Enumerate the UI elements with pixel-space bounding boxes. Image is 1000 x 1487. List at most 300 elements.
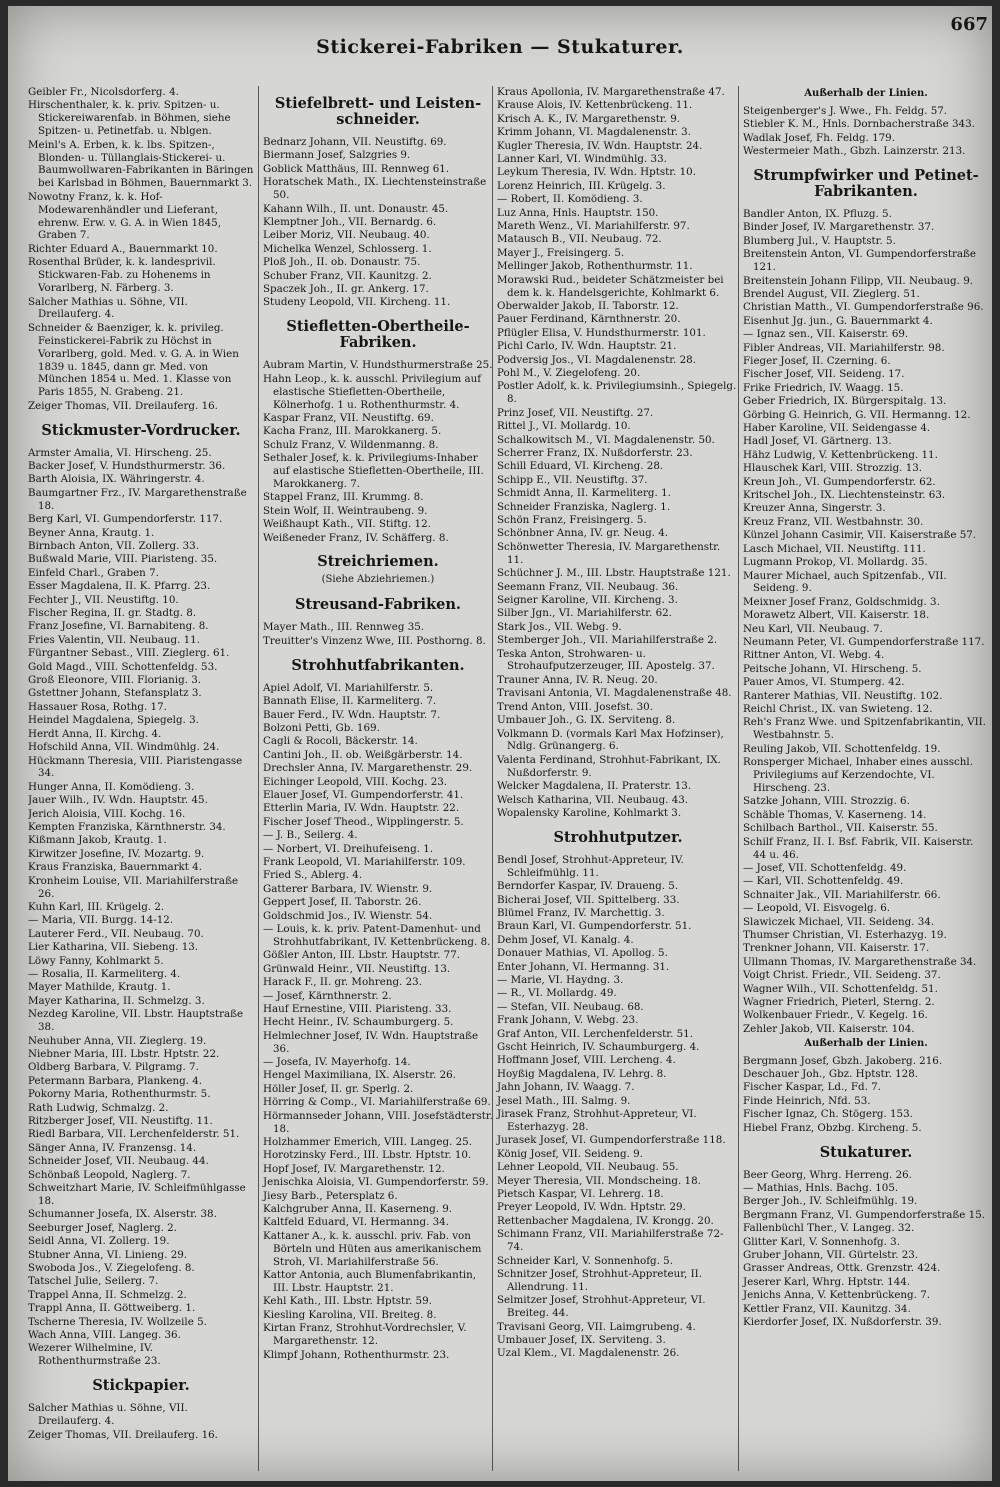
page-header — [8, 14, 992, 76]
directory-entry: Harack F., II. gr. Mohreng. 23. — [263, 976, 422, 989]
directory-entry: Mareth Wenz., VI. Mariahilferstr. 97. — [497, 220, 690, 233]
directory-entry: Meinl's A. Erben, k. k. lbs. Spitzen-, Blonden- u. Tüllanglais-Stickerei- u. Baumwollwaren-Fabrikanten in Bäringen bei Karlsbad in Böhmen, Bauernmarkt 3. — [28, 138, 254, 190]
directory-entry: Jenischka Aloisia, VI. Gumpendorferstr. 59. — [263, 1176, 489, 1189]
directory-entry: Schipp E., VII. Neustiftg. 37. — [497, 473, 648, 486]
directory-entry: Drechsler Anna, IV. Margarethenstr. 29. — [263, 762, 473, 775]
directory-entry: Schalkowitsch M., VI. Magdalenenstr. 50. — [497, 433, 715, 446]
directory-entry: Nezdeg Karoline, VII. Lbstr. Hauptstraße 38. — [28, 1008, 244, 1034]
directory-entry: Lauterer Ferd., VII. Neubaug. 70. — [28, 927, 204, 940]
directory-entry: Rettenbacher Magdalena, IV. Krongg. 20. — [497, 1214, 714, 1227]
directory-entry: Leykum Theresia, IV. Wdn. Hptstr. 10. — [497, 166, 696, 179]
stiefelbrett-entries — [263, 136, 493, 309]
directory-entry: Berndorfer Kaspar, IV. Draueng. 5. — [497, 880, 679, 893]
stiefletten-entries — [263, 359, 493, 544]
directory-entry: Lanner Karl, VI. Windmühlg. 33. — [497, 153, 667, 166]
directory-entry: Kreuzer Anna, Singerstr. 3. — [743, 502, 886, 515]
directory-entry: Seigner Karoline, VII. Kircheng. 3. — [497, 593, 678, 606]
directory-entry: Goblick Matthäus, III. Rennweg 61. — [263, 162, 450, 175]
section-title-streusand: Streusand-Fabriken. — [295, 596, 461, 614]
directory-entry: Hofschild Anna, VII. Windmühlg. 24. — [28, 741, 220, 754]
directory-entry: — Stefan, VII. Neubaug. 68. — [497, 1000, 644, 1013]
directory-entry: Breitenstein Anton, VI. Gumpendorferstraße 121. — [743, 248, 977, 274]
directory-entry: Stappel Franz, III. Krummg. 8. — [263, 491, 424, 504]
directory-entry: Bußwald Marie, VIII. Piaristeng. 35. — [28, 553, 218, 566]
directory-entry: Hopf Josef, IV. Margarethenstr. 12. — [263, 1162, 445, 1175]
directory-entry: Richter Eduard A., Bauernmarkt 10. — [28, 242, 218, 255]
stickpapier-entries — [28, 1402, 254, 1441]
directory-entry: Cantini Joh., II. ob. Weißgärberstr. 14. — [263, 748, 463, 761]
section-title-stiefelbrett: Stiefelbrett- und Leisten-schneider. — [274, 95, 482, 128]
directory-entry: Bannath Elise, II. Karmeliterg. 7. — [263, 695, 437, 708]
directory-entry: Stein Wolf, II. Weintraubeng. 9. — [263, 504, 428, 517]
directory-entry: Wagner Friedrich, Pieterl, Sterng. 2. — [743, 996, 935, 1008]
directory-entry: Schön Franz, Freisingerg. 5. — [497, 514, 647, 526]
directory-entry: Ullmann Thomas, IV. Margarethenstraße 34. — [743, 955, 977, 968]
directory-entry: Volkmann D. (vormals Karl Max Hofzinser), Ndlg. Grünangerg. 6. — [497, 727, 724, 753]
directory-entry: Ritzberger Josef, VII. Neustiftg. 11. — [28, 1114, 213, 1127]
outside-lines-note-top: Außerhalb der Linien. — [804, 88, 928, 99]
directory-entry: Pauer Ferdinand, Kärnthnerstr. 20. — [497, 313, 681, 326]
directory-entry: Kritschel Joh., IX. Liechtensteinstr. 63. — [743, 489, 946, 502]
directory-entry: Ronsperger Michael, Inhaber eines ausschl. Privilegiums auf Kerzendochte, VI. Hirscheng. 23. — [743, 756, 973, 794]
directory-entry: Wezerer Wilhelmine, IV. Rothenthurmstraße 23. — [28, 1342, 161, 1368]
directory-entry: Schneider Franziska, Naglerg. 1. — [497, 500, 671, 513]
directory-entry: Michelka Wenzel, Schlosserg. 1. — [263, 242, 432, 255]
directory-entry: Biermann Josef, Salzgries 9. — [263, 149, 411, 162]
directory-entry: Zehler Jakob, VII. Kaiserstr. 104. — [743, 1022, 915, 1035]
directory-entry: Grünwald Heinr., VII. Neustiftg. 13. — [263, 962, 451, 975]
outside-lines-note: Außerhalb der Linien. — [804, 1037, 928, 1049]
directory-entry: — Rosalia, II. Karmeliterg. 4. — [28, 968, 181, 980]
directory-entry: Backer Josef, V. Hundsthurmerstr. 36. — [28, 460, 226, 473]
directory-entry: Kehl Kath., III. Lbstr. Hptstr. 59. — [263, 1295, 432, 1308]
directory-entry: Treuitter's Vinzenz Wwe, III. Posthorng. 8. — [263, 634, 486, 647]
directory-entry: Geibler Fr., Nicolsdorferg. 4. — [28, 86, 179, 98]
directory-entry: — Marie, VI. Haydng. 3. — [497, 974, 624, 986]
directory-entry: Kaspar Franz, VII. Neustiftg. 69. — [263, 411, 434, 424]
directory-entry: Lugmann Prokop, VI. Mollardg. 35. — [743, 556, 928, 569]
directory-entry: Morawski Rud., beideter Schätzmeister bei dem k. k. Handelsgerichte, Kohlmarkt 6. — [497, 273, 724, 299]
directory-entry: Swoboda Jos., V. Ziegelofeng. 8. — [28, 1261, 195, 1274]
directory-entry: Gscht Heinrich, IV. Schaumburgerg. 4. — [497, 1041, 700, 1054]
directory-entry: Mayer Math., III. Rennweg 35. — [263, 621, 425, 634]
directory-entry: Wolkenbauer Friedr., V. Kegelg. 16. — [743, 1009, 928, 1022]
directory-entry: Bicherai Josef, VII. Spittelberg. 33. — [497, 893, 680, 906]
directory-entry: Schilbach Barthol., VII. Kaiserstr. 55. — [743, 822, 938, 835]
directory-entry: — R., VI. Mollardg. 49. — [497, 987, 617, 1000]
directory-entry: Fallenbüchl Ther., V. Langeg. 32. — [743, 1222, 915, 1235]
directory-entry: Pflügler Elisa, V. Hundsthurmerstr. 101. — [497, 326, 706, 339]
directory-entry: Wagner Wilh., VII. Schottenfeldg. 51. — [743, 982, 938, 995]
directory-entry: — J. B., Seilerg. 4. — [263, 829, 358, 842]
directory-entry: Prinz Josef, VII. Neustiftg. 27. — [497, 406, 654, 419]
directory-entry: Etterlin Maria, IV. Wdn. Hauptstr. 22. — [263, 802, 460, 815]
directory-entry: Trappel Anna, II. Schmelzg. 2. — [28, 1288, 187, 1301]
outside-lines-entries — [743, 1055, 989, 1135]
section-title-stickmuster: Stickmuster-Vordrucker. — [41, 421, 241, 439]
directory-entry: Schumanner Josefa, IX. Alserstr. 38. — [28, 1208, 217, 1221]
directory-entry: Gatterer Barbara, IV. Wienstr. 9. — [263, 882, 433, 895]
directory-entry: Schneider Josef, VII. Neubaug. 44. — [28, 1155, 209, 1168]
directory-entry: Hecht Heinr., IV. Schaumburgerg. 5. — [263, 1016, 454, 1029]
directory-entry: Schönbner Anna, IV. gr. Neug. 4. — [497, 527, 669, 540]
directory-entry: Seidl Anna, VI. Zollerg. 19. — [28, 1235, 170, 1248]
directory-entry: Kronheim Louise, VII. Mariahilferstraße 26. — [28, 874, 239, 900]
directory-entry: Studeny Leopold, VII. Kircheng. 11. — [263, 296, 451, 309]
directory-entry: Schmidt Anna, II. Karmeliterg. 1. — [497, 487, 671, 500]
directory-entry: Finde Heinrich, Nfd. 53. — [743, 1094, 871, 1107]
directory-entry: Krimm Johann, VI. Magdalenenstr. 3. — [497, 126, 691, 139]
directory-entry: Mellinger Jakob, Rothenthurmstr. 11. — [497, 260, 693, 273]
directory-entry: — Maria, VII. Burgg. 14-12. — [28, 914, 174, 927]
directory-entry: Schneider & Baenziger, k. k. privileg. Feinstickerei-Fabrik zu Höchst in Vorarlberg, gold. Med. v. G. A. in Wien 1839 u. 1845, dann gr. Med. von München 1854 u. Med. 1. Klasse von Paris 1855, N. Grabeng. 21. — [28, 321, 239, 399]
directory-entry: Trauner Anna, IV. R. Neug. 20. — [497, 673, 658, 686]
directory-entry: Hadl Josef, VI. Gärtnerg. 13. — [743, 435, 892, 448]
directory-entry: Luz Anna, Hnls. Hauptstr. 150. — [497, 206, 659, 219]
directory-entry: Binder Josef, IV. Margarethenstr. 37. — [743, 221, 935, 234]
directory-entry: Schüchner J. M., III. Lbstr. Hauptstraße 121. — [497, 567, 731, 580]
directory-entry: Haber Karoline, VII. Seidengasse 4. — [743, 422, 931, 435]
directory-entry: Enter Johann, VI. Hermanng. 31. — [497, 960, 670, 973]
directory-entry: Hirschenthaler, k. k. priv. Spitzen- u. Stickereiwarenfab. in Böhmen, siehe Spitzen- u. Petinetfab. u. Nblgen. — [28, 99, 231, 138]
directory-entry: Umbauer Josef, IX. Serviteng. 3. — [497, 1333, 666, 1346]
directory-entry: Cagli & Rocoli, Bäckerstr. 14. — [263, 735, 418, 748]
page-number: 667 — [950, 14, 988, 35]
directory-entry: Beer Georg, Whrg. Herreng. 26. — [743, 1168, 912, 1181]
directory-entry: Geber Friedrich, IX. Bürgerspitalg. 13. — [743, 395, 947, 408]
directory-entry: Schönwetter Theresia, IV. Margarethenstr. 11. — [497, 540, 721, 566]
running-title: Stickerei-Fabriken — Stukaturer. — [316, 36, 684, 58]
directory-entry: Deschauer Joh., Gbz. Hptstr. 128. — [743, 1068, 919, 1081]
directory-entry: Glitter Karl, V. Sonnenhofg. 3. — [743, 1235, 900, 1248]
directory-entry: Fürgantner Sebast., VIII. Zieglerg. 61. — [28, 647, 230, 660]
directory-entry: Groß Eleonore, VIII. Florianig. 3. — [28, 674, 202, 687]
directory-entry: Uzal Klem., VI. Magdalenenstr. 26. — [497, 1347, 680, 1360]
directory-entry: Seeburger Josef, Naglerg. 2. — [28, 1221, 177, 1234]
directory-entry: — Karl, VII. Schottenfeldg. 49. — [743, 875, 904, 888]
directory-entry: Bergmann Franz, VI. Gumpendorferstraße 15. — [743, 1208, 986, 1221]
directory-entry: Elauer Josef, VI. Gumpendorferstr. 41. — [263, 788, 464, 801]
directory-entry: Helmlechner Josef, IV. Wdn. Hauptstraße 36. — [263, 1029, 479, 1055]
directory-entry: Bednarz Johann, VII. Neustiftg. 69. — [263, 136, 447, 148]
directory-entry: Braun Karl, VI. Gumpendorferstr. 51. — [497, 920, 692, 933]
directory-entry: Kierdorfer Josef, IX. Nußdorferstr. 39. — [743, 1316, 942, 1329]
directory-entry: Schnaiter Jak., VII. Mariahilferstr. 66. — [743, 888, 941, 901]
directory-entry: Horatschek Math., IX. Liechtensteinstraße 50. — [263, 176, 487, 202]
directory-entry: Franz Josefine, VI. Barnabiteng. 8. — [28, 620, 209, 633]
directory-entry: Fischer Ignaz, Ch. Stögerg. 153. — [743, 1108, 913, 1121]
directory-entry: Pokorny Maria, Rothenthurmstr. 5. — [28, 1088, 211, 1101]
strohhutfabrikanten-entries — [263, 682, 493, 1362]
directory-entry: Meyer Theresia, VII. Mondscheing. 18. — [497, 1174, 701, 1187]
directory-entry: Hlauschek Karl, VIII. Strozzig. 13. — [743, 462, 923, 475]
directory-entry: Kraus Apollonia, IV. Margarethenstraße 47. — [497, 86, 725, 98]
directory-entry: Podversig Jos., VI. Magdalenenstr. 28. — [497, 353, 696, 366]
directory-entry: Horotzinsky Ferd., III. Lbstr. Hptstr. 10. — [263, 1149, 472, 1162]
directory-entry: Stubner Anna, VI. Linieng. 29. — [28, 1248, 188, 1261]
directory-entry: Barth Aloisia, IX. Währingerstr. 4. — [28, 473, 205, 486]
directory-entry: Rittner Anton, VI. Webg. 4. — [743, 649, 885, 662]
directory-entry: Rath Ludwig, Schmalzg. 2. — [28, 1101, 169, 1114]
directory-entry: Spaczek Joh., II. gr. Ankerg. 17. — [263, 282, 429, 295]
directory-entry: Schulz Franz, V. Wildenmanng. 8. — [263, 438, 439, 451]
directory-entry: Brendel August, VII. Zieglerg. 51. — [743, 287, 920, 300]
directory-entry: Morawetz Albert, VII. Kaiserstr. 18. — [743, 609, 930, 622]
section-title-streichriemen: Streichriemen. — [317, 553, 439, 571]
directory-entry: Bolzoni Petti, Gb. 169. — [263, 721, 380, 734]
directory-entry: Mayer J., Freisingerg. 5. — [497, 246, 625, 259]
section-title-strumpfwirker: Strumpfwirker und Petinet-Fabrikanten. — [753, 167, 979, 201]
section-title-stickpapier: Stickpapier. — [92, 1377, 190, 1395]
stickerei-entries — [28, 86, 254, 413]
directory-entry: Satzke Johann, VIII. Strozzig. 6. — [743, 795, 910, 808]
directory-entry: Neuhuber Anna, VII. Zieglerg. 19. — [28, 1034, 207, 1047]
directory-entry: Eichinger Leopold, VIII. Kochg. 23. — [263, 775, 448, 788]
directory-entry: Donauer Mathias, VI. Apollog. 5. — [497, 947, 668, 960]
directory-entry: Kreuz Franz, VII. Westbahnstr. 30. — [743, 515, 924, 528]
directory-entry: Schweitzhart Marie, IV. Schleifmühlgasse 18. — [28, 1182, 246, 1207]
directory-entry: Apiel Adolf, VI. Mariahilferstr. 5. — [263, 681, 434, 694]
directory-entry: Umbauer Joh., G. IX. Serviteng. 8. — [497, 714, 676, 727]
directory-entry: Voigt Christ. Friedr., VII. Seideng. 37. — [743, 969, 941, 982]
directory-entry: Selmitzer Josef, Strohhut-Appreteur, VI. Breiteg. 44. — [497, 1294, 706, 1320]
directory-entry: Rosenthal Brüder, k. k. landesprivil. Stickwaren-Fab. zu Hohenems in Vorarlberg, N. Färberg. 3. — [28, 256, 216, 295]
directory-entry: Hauf Ernestine, VIII. Piaristeng. 33. — [263, 1002, 452, 1015]
directory-entry: Sänger Anna, IV. Franzensg. 14. — [28, 1141, 197, 1154]
section-title-strohhutputzer: Strohhutputzer. — [553, 828, 683, 846]
directory-entry: Stiebler K. M., Hnls. Dornbacherstraße 343. — [743, 118, 975, 131]
directory-entry: Schuber Franz, VII. Kaunitzg. 2. — [263, 269, 432, 282]
directory-page — [8, 6, 992, 1481]
directory-entry: Kattor Antonia, auch Blumenfabrikantin, III. Lbstr. Hauptstr. 21. — [263, 1269, 477, 1294]
directory-entry: Tatschel Julie, Seilerg. 7. — [28, 1275, 159, 1288]
strohhutputzer-entries — [497, 854, 739, 1360]
column-2 — [258, 86, 493, 1471]
directory-entry: Riedl Barbara, VII. Lerchenfelderstr. 51. — [28, 1128, 240, 1141]
directory-entry: Weißhaupt Kath., VII. Stiftg. 12. — [263, 518, 431, 531]
directory-entry: Ranterer Mathias, VII. Neustiftg. 102. — [743, 689, 943, 702]
streichriemen-note: (Siehe Abziehriemen.) — [321, 574, 435, 586]
directory-entry: Geppert Josef, II. Taborstr. 26. — [263, 896, 422, 909]
directory-entry: Lehner Leopold, VII. Neubaug. 55. — [497, 1161, 679, 1174]
directory-entry: Sethaler Josef, k. k. Privilegiums-Inhaber auf elastische Stiefletten-Obertheile, III. Marokkanerg. 7. — [263, 452, 484, 490]
directory-entry: Zeiger Thomas, VII. Dreilauferg. 16. — [28, 1428, 218, 1441]
directory-entry: Bandler Anton, IX. Pfluzg. 5. — [743, 208, 892, 221]
strohhutfabrikanten-cont-entries — [497, 86, 739, 820]
directory-entry: Stemberger Joh., VII. Mariahilferstraße 2. — [497, 634, 718, 647]
directory-entry: Graf Anton, VII. Lerchenfelderstr. 51. — [497, 1027, 693, 1040]
directory-entry: Silber Jgn., VI. Mariahilferstr. 62. — [497, 607, 672, 620]
directory-entry: Armster Amalia, VI. Hirscheng. 25. — [28, 446, 212, 459]
directory-entry: Hähz Ludwig, V. Kettenbrückeng. 11. — [743, 448, 938, 461]
directory-entry: Kempten Franziska, Kärnthnerstr. 34. — [28, 821, 226, 834]
directory-entry: Salcher Mathias u. Söhne, VII. Dreilauferg. 4. — [28, 1402, 188, 1428]
directory-entry: Hahn Leop., k. k. ausschl. Privilegium auf elastische Stiefletten-Obertheile, Kölnerhofg. 1 u. Rothenthurmstr. 4. — [263, 372, 482, 411]
directory-entry: Fried S., Ablerg. 4. — [263, 869, 363, 882]
directory-entry: Schnitzer Josef, Strohhut-Appreteur, II. Allendrung. 11. — [497, 1267, 702, 1293]
directory-entry: Baumgartner Frz., IV. Margarethenstraße 18. — [28, 486, 247, 512]
strumpfwirker-entries — [743, 208, 989, 1036]
directory-entry: Nowotny Franz, k. k. Hof-Modewarenhändler und Lieferant, ehrenw. Erw. v. G. A. in Wien 1845, Graben 7. — [28, 190, 221, 242]
directory-entry: Klemptner Joh., VII. Bernardg. 6. — [263, 215, 437, 228]
directory-entry: Trenkner Johann, VII. Kaiserstr. 17. — [743, 942, 930, 955]
directory-entry: Gold Magd., VIII. Schottenfeldg. 53. — [28, 660, 218, 673]
directory-entry: Eisenhut Jg. jun., G. Bauernmarkt 4. — [743, 314, 933, 327]
directory-entry: Maurer Michael, auch Spitzenfab., VII. Seideng. 9. — [743, 569, 947, 595]
directory-entry: Kreun Joh., VI. Gumpendorferstr. 62. — [743, 475, 936, 488]
directory-entry: Oldberg Barbara, V. Pilgramg. 7. — [28, 1061, 199, 1074]
directory-entry: Slawiczek Michael, VII. Seideng. 34. — [743, 915, 935, 928]
directory-entry: Kißmann Jakob, Krautg. 1. — [28, 834, 167, 847]
directory-entry: Thumser Christian, VI. Esterhazyg. 19. — [743, 928, 947, 941]
directory-entry: Postler Adolf, k. k. Privilegiumsinh., Spiegelg. 8. — [497, 380, 737, 406]
directory-entry: Grasser Andreas, Ottk. Grenzstr. 424. — [743, 1262, 941, 1275]
directory-entry: Wach Anna, VIII. Langeg. 36. — [28, 1328, 181, 1341]
directory-entry: Fechter J., VII. Neustiftg. 10. — [28, 593, 179, 606]
directory-entry: Berg Karl, VI. Gumpendorferstr. 117. — [28, 513, 223, 526]
directory-entry: Künzel Johann Casimir, VII. Kaiserstraße 57. — [743, 529, 977, 542]
directory-entry: Westermeier Math., Gbzh. Lainzerstr. 213. — [743, 145, 966, 158]
directory-entry: Lorenz Heinrich, III. Krügelg. 3. — [497, 179, 666, 192]
directory-entry: — Josef, VII. Schottenfeldg. 49. — [743, 861, 907, 874]
directory-entry: Oberwalder Jakob, II. Taborstr. 12. — [497, 300, 679, 312]
column-3 — [492, 86, 739, 1471]
directory-entry: — Mathias, Hnls. Bachg. 105. — [743, 1181, 899, 1194]
directory-entry: — Ignaz sen., VII. Kaiserstr. 69. — [743, 328, 909, 341]
directory-entry: Jesel Math., III. Salmg. 9. — [497, 1094, 631, 1107]
section-title-stukaturer: Stukaturer. — [819, 1143, 913, 1161]
stickmuster-entries — [28, 447, 254, 1369]
directory-entry: Schäble Thomas, V. Kaserneng. 14. — [743, 808, 927, 821]
directory-entry: Steigenberger's J. Wwe., Fh. Feldg. 57. — [743, 104, 948, 117]
directory-entry: Tscherne Theresia, IV. Wollzeile 5. — [28, 1315, 207, 1328]
directory-entry: Schönbaß Leopold, Naglerg. 7. — [28, 1168, 191, 1181]
directory-entry: Neu Karl, VII. Neubaug. 7. — [743, 622, 883, 635]
directory-entry: — Josef, Kärnthnerstr. 2. — [263, 989, 392, 1002]
directory-entry: Gößler Anton, III. Lbstr. Hauptstr. 77. — [263, 949, 461, 962]
directory-entry: Mayer Katharina, II. Schmelzg. 3. — [28, 994, 205, 1007]
directory-entry: Heindel Magdalena, Spiegelg. 3. — [28, 714, 199, 727]
directory-entry: Welsch Katharina, VII. Neubaug. 43. — [497, 793, 689, 806]
directory-entry: Fischer Josef Theod., Wipplingerstr. 5. — [263, 815, 464, 828]
directory-entry: Blümel Franz, IV. Marchettig. 3. — [497, 906, 665, 919]
directory-entry: Pichl Carlo, IV. Wdn. Hauptstr. 21. — [497, 340, 677, 353]
directory-entry: Blumberg Jul., V. Hauptstr. 5. — [743, 234, 896, 247]
directory-entry: Matausch B., VII. Neubaug. 72. — [497, 233, 662, 246]
directory-entry: Neumann Peter, VI. Gumpendorferstraße 117. — [743, 636, 985, 649]
directory-entry: Jurasek Josef, VI. Gumpendorferstraße 118. — [497, 1134, 726, 1147]
directory-entry: König Josef, VII. Seideng. 9. — [497, 1147, 643, 1160]
directory-entry: Hengel Maximiliana, IX. Alserstr. 26. — [263, 1069, 456, 1082]
directory-entry: Berger Joh., IV. Schleifmühlg. 19. — [743, 1195, 918, 1208]
directory-entry: — Norbert, VI. Dreihufeiseng. 1. — [263, 842, 434, 855]
column-1 — [28, 86, 254, 1471]
directory-entry: Görbing G. Heinrich, G. VII. Hermanng. 12. — [743, 408, 971, 421]
streusand-entries — [263, 621, 493, 647]
directory-entry: Löwy Fanny, Kohlmarkt 5. — [28, 954, 164, 967]
directory-entry: Kiesling Karolina, VII. Breiteg. 8. — [263, 1308, 437, 1321]
directory-entry: Gstettner Johann, Stefansplatz 3. — [28, 687, 202, 700]
directory-entry: Klimpf Johann, Rothenthurmstr. 23. — [263, 1348, 450, 1361]
directory-entry: — Leopold, VI. Eisvogelg. 6. — [743, 902, 891, 915]
directory-entry: Gruber Johann, VII. Gürtelstr. 23. — [743, 1249, 919, 1261]
directory-entry: Reh's Franz Wwe. und Spitzenfabrikantin, VII. Westbahnstr. 5. — [743, 716, 987, 742]
directory-entry: Jerich Aloisia, VIII. Kochg. 16. — [28, 807, 186, 820]
directory-entry: Reichl Christ., IX. van Swieteng. 12. — [743, 703, 933, 716]
directory-entry: Bergmann Josef, Gbzh. Jakoberg. 216. — [743, 1054, 943, 1067]
directory-entry: Kaltfeld Eduard, VI. Hermanng. 34. — [263, 1216, 449, 1229]
directory-entry: Rittel J., VI. Mollardg. 10. — [497, 420, 631, 433]
directory-entry: Hassauer Rosa, Rothg. 17. — [28, 700, 167, 713]
directory-entry: Peitsche Johann, VI. Hirscheng. 5. — [743, 662, 922, 675]
directory-entry: Jahn Johann, IV. Waagg. 7. — [497, 1081, 635, 1094]
section-title-strohhutfabrikanten: Strohhutfabrikanten. — [291, 656, 465, 674]
directory-entry: Kirtan Franz, Strohhut-Vordrechsler, V. Margarethenstr. 12. — [263, 1322, 467, 1348]
directory-entry: Fischer Regina, II. gr. Stadtg. 8. — [28, 607, 197, 620]
directory-entry: Pietsch Kaspar, VI. Lehrerg. 18. — [497, 1188, 664, 1200]
directory-entry: Esser Magdalena, II. K. Pfarrg. 23. — [28, 580, 211, 593]
directory-entry: Preyer Leopold, IV. Wdn. Hptstr. 29. — [497, 1201, 686, 1214]
directory-entry: Niebner Maria, III. Lbstr. Hptstr. 22. — [28, 1047, 220, 1060]
directory-entry: Travisani Georg, VII. Laimgrubeng. 4. — [497, 1320, 696, 1333]
directory-entry: Hörmannseder Johann, VIII. Josefstädterstr. 18. — [263, 1109, 493, 1135]
directory-entry: Travisani Antonia, VI. Magdalenenstraße 48. — [497, 687, 732, 700]
directory-entry: Jeserer Karl, Whrg. Hptstr. 144. — [743, 1275, 911, 1288]
directory-entry: — Josefa, IV. Mayerhofg. 14. — [263, 1056, 411, 1069]
directory-entry: Aubram Martin, V. Hundsthurmerstraße 25. — [263, 359, 493, 372]
directory-entry: Stark Jos., VII. Webg. 9. — [497, 620, 622, 633]
directory-entry: Reuling Jakob, VII. Schottenfeldg. 19. — [743, 742, 941, 755]
directory-entry: Valenta Ferdinand, Strohhut-Fabrikant, IX. Nußdorferstr. 9. — [497, 753, 721, 779]
directory-entry: Fries Valentin, VII. Neubaug. 11. — [28, 633, 200, 646]
directory-entry: Hoffmann Josef, VIII. Lercheng. 4. — [497, 1054, 676, 1067]
directory-entry: Kirwitzer Josefine, IV. Mozartg. 9. — [28, 847, 205, 860]
directory-entry: Jauer Wilh., IV. Wdn. Hauptstr. 45. — [28, 794, 208, 807]
directory-entry: Hörring & Comp., VI. Mariahilferstraße 69. — [263, 1096, 491, 1109]
directory-entry: Meixner Josef Franz, Goldschmidg. 3. — [743, 595, 940, 608]
directory-entry: Salcher Mathias u. Söhne, VII. Dreilauferg. 4. — [28, 295, 188, 321]
directory-entry: Wadlak Josef, Fh. Feldg. 179. — [743, 131, 896, 144]
directory-entry: Krisch A. K., IV. Margarethenstr. 9. — [497, 112, 681, 125]
directory-entry: Fieger Josef, II. Czerning. 6. — [743, 355, 891, 367]
directory-entry: — Louis, k. k. priv. Patent-Damenhut- und Strohhutfabrikant, IV. Kettenbrückeng. 8. — [263, 923, 491, 948]
directory-entry: Jenichs Anna, V. Kettenbrückeng. 7. — [743, 1289, 931, 1302]
directory-entry: Hoyßig Magdalena, IV. Lehrg. 8. — [497, 1067, 667, 1080]
directory-entry: Lasch Michael, VII. Neustiftg. 111. — [743, 542, 926, 555]
directory-entry: Schneider Karl, V. Sonnenhofg. 5. — [497, 1254, 673, 1267]
directory-entry: Scherrer Franz, IX. Nußdorferstr. 23. — [497, 446, 693, 459]
directory-entry: Trappl Anna, II. Göttweiberg. 1. — [28, 1302, 196, 1315]
outside-lines-entries-top — [743, 105, 989, 158]
directory-entry: Holzhammer Emerich, VIII. Langeg. 25. — [263, 1136, 473, 1148]
directory-entry: Lier Katharina, VII. Siebeng. 13. — [28, 941, 199, 954]
directory-entry: Fischer Kaspar, Ld., Fd. 7. — [743, 1081, 881, 1094]
directory-entry: Hückmann Theresia, VIII. Piaristengasse 34. — [28, 754, 243, 780]
directory-entry: Birnbach Anton, VII. Zollerg. 33. — [28, 540, 199, 552]
directory-entry: Wopalensky Karoline, Kohlmarkt 3. — [497, 806, 682, 819]
directory-entry: Pohl M., V. Ziegelofeng. 20. — [497, 367, 641, 380]
directory-entry: Zeiger Thomas, VII. Dreilauferg. 16. — [28, 399, 218, 412]
directory-entry: Bendl Josef, Strohhut-Appreteur, IV. Schleifmühlg. 11. — [497, 853, 684, 879]
directory-entry: Kraus Franziska, Bauernmarkt 4. — [28, 861, 202, 874]
directory-entry: Mayer Mathilde, Krautg. 1. — [28, 981, 171, 994]
column-4 — [738, 86, 989, 1471]
directory-entry: Christian Matth., VI. Gumpendorferstraße 96. — [743, 301, 984, 314]
directory-entry: Welcker Magdalena, II. Praterstr. 13. — [497, 780, 692, 793]
directory-entry: Seemann Franz, VII. Neubaug. 36. — [497, 580, 679, 593]
directory-entry: Kacha Franz, III. Marokkanerg. 5. — [263, 425, 442, 438]
directory-entry: Krause Alois, IV. Kettenbrückeng. 11. — [497, 99, 693, 112]
